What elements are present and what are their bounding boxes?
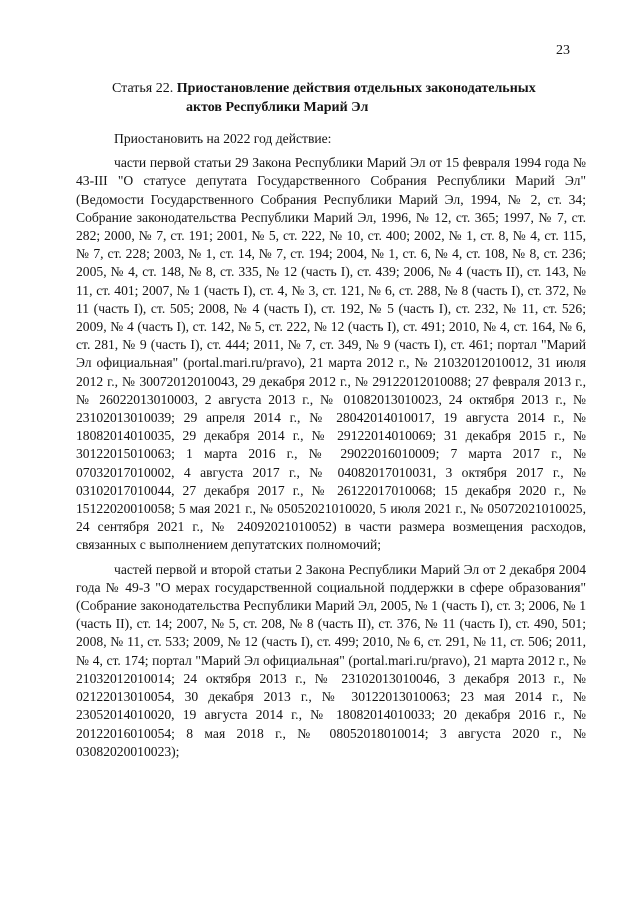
page-number: 23	[556, 43, 570, 58]
article-heading	[112, 79, 588, 117]
intro-paragraph: Приостановить на 2022 год действие:	[114, 131, 332, 146]
article-heading-line1	[112, 79, 588, 98]
article-body	[76, 130, 586, 761]
list-item: частей первой и второй статьи 2 Закона Республики Марий Эл от 2 декабря 2004 года № 49-З "О мерах государственной социальной поддержки в сфере образования" (Собрание законодательства Республики Марий Эл, 2005, № 1 (часть I), ст. 3; 2006, № 1 (часть II), ст. 14; 2007, № 5, ст. 208, № 8 (часть II), ст. 376, № 11 (часть I), ст. 490, 501; 2008, № 11, ст. 533; 2009, № 12 (часть I), ст. 499; 2010, № 6, ст. 291, № 11, ст. 506; 2011, № 4, ст. 174; портал "Марий Эл официальная" (portal.mari.ru/pravo), 21 марта 2012 г., № 21032012010014; 24 октября 2013 г., № 23102013010046, 3 декабря 2013 г., № 02122013010054, 30 декабря 2013 г., № 30122013010063; 23 мая 2014 г., № 23052014010020, 19 августа 2014 г., № 18082014010033; 20 декабря 2016 г., № 20122016010054; 8 мая 2018 г., № 08052018010014; 3 августа 2020 г., № 03082020010023);	[76, 561, 586, 759]
article-title-part2: актов Республики Марий Эл	[186, 100, 369, 115]
article-number: Статья 22.	[112, 81, 174, 96]
list-item: части первой статьи 29 Закона Республики Марий Эл от 15 февраля 1994 года № 43-III "О статусе депутата Государственного Собрания Республики Марий Эл" (Ведомости Государственного Собрания Республики Марий Эл, 1994, № 2, ст. 34; Собрание законодательства Республики Марий Эл, 1996, № 12, ст. 365; 1997, № 7, ст. 282; 2000, № 7, ст. 191; 2001, № 5, ст. 222, № 10, ст. 400; 2002, № 1, ст. 8, № 4, ст. 115, № 7, ст. 228; 2003, № 1, ст. 14, № 7, ст. 194; 2004, № 1, ст. 6, № 4, ст. 108, № 8, ст. 236; 2005, № 4, ст. 148, № 8, ст. 335, № 12 (часть I), ст. 439; 2006, № 4 (часть II), ст. 143, № 11, ст. 401; 2007, № 1 (часть I), ст. 4, № 3, ст. 121, № 6, ст. 288, № 8 (часть I), ст. 372, № 11 (часть I), ст. 505; 2008, № 4 (часть I), ст. 192, № 5 (часть I), ст. 232, № 11, ст. 526; 2009, № 4 (часть I), ст. 142, № 5, ст. 222, № 12 (часть I), ст. 491; 2010, № 4, ст. 164, № 6, ст. 281, № 9 (часть I), ст. 444; 2011, № 7, ст. 349, № 9 (часть I), ст. 461; портал "Марий Эл официальная" (portal.mari.ru/pravo), 21 марта 2012 г., № 21032012010012, 31 июля 2012 г., № 30072012010043, 29 декабря 2012 г., № 29122012010088; 27 февраля 2013 г., № 26022013010003, 2 августа 2013 г., № 01082013010023, 24 октября 2013 г., № 23102013010039; 29 апреля 2014 г., № 28042014010017, 19 августа 2014 г., № 18082014010035, 29 декабря 2014 г., № 29122014010069; 31 декабря 2015 г., № 30122015010063; 1 марта 2016 г., № 29022016010009; 7 марта 2017 г., № 07032017010002, 4 августа 2017 г., № 04082017010031, 3 октября 2017 г., № 03102017010044, 27 декабря 2017 г., № 26122017010068; 15 декабря 2020 г., № 15122020010058; 5 мая 2021 г., № 05052021010020, 5 июля 2021 г., № 05072021010025, 24 сентября 2021 г., № 24092021010052) в части размера возмещения расходов, связанных с выполнением депутатских полномочий;	[76, 155, 586, 553]
article-title-part1: Приостановление действия отдельных законодательных	[176, 81, 536, 96]
